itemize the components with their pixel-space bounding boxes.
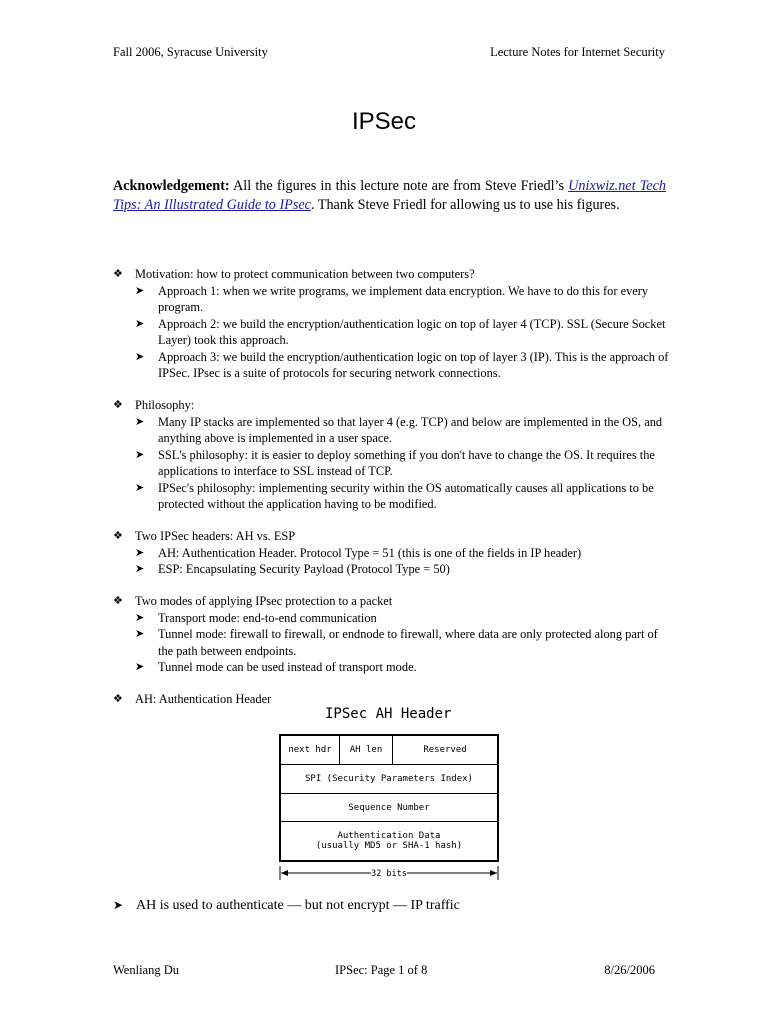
- sub-item: [113, 626, 673, 659]
- next-hdr-field: next hdr: [281, 736, 340, 764]
- sub-item: [113, 480, 673, 513]
- bullet-text: Motivation: how to protect communication between two computers?: [135, 267, 475, 281]
- footer-right: 8/26/2006: [604, 963, 655, 977]
- sub-item-text: AH: Authentication Header. Protocol Type = 51 (this is one of the fields in IP header): [158, 545, 582, 560]
- header-right: Lecture Notes for Internet Security: [490, 45, 665, 59]
- sub-item: [113, 447, 673, 480]
- sub-item: [113, 610, 673, 627]
- sub-item-text: Many IP stacks are implemented so that layer 4 (e.g. TCP) and below are implemented in the OS, and anything above is implemented in a user space.: [158, 414, 663, 445]
- arrowhead-left-icon: [281, 870, 288, 876]
- sub-item-text: Tunnel mode can be used instead of transport mode.: [158, 660, 417, 674]
- final-sub-item-text: AH is used to authenticate — but not encrypt — IP traffic: [136, 898, 460, 913]
- sub-item-text: Tunnel mode: firewall to firewall, or endnode to firewall, where data are only protected along part of the path between endpoints.: [158, 627, 658, 658]
- bullet-item: [113, 528, 673, 545]
- arrow-bullet-icon: ➤: [135, 448, 145, 461]
- sub-item: [113, 283, 673, 316]
- bit-width-indicator: [279, 866, 499, 880]
- sequence-number-field: Sequence Number: [281, 794, 497, 822]
- page-title: IPSec: [351, 108, 417, 135]
- sub-item-text: SSL's philosophy: it is easier to deploy something if you don't have to change the OS. It requires the applications to interface to SSL instead of TCP.: [158, 447, 655, 478]
- bullet-item: [113, 266, 673, 283]
- authentication-data-field: [281, 822, 497, 860]
- arrowhead-right-icon: [490, 870, 497, 876]
- diamond-bullet-icon: ❖: [113, 693, 123, 705]
- bullet-text: AH: Authentication Header: [135, 692, 272, 706]
- diagram-row-1: [281, 736, 497, 765]
- acknowledgement-text-1: All the figures in this lecture note are from Steve Friedl’s: [229, 178, 569, 194]
- arrow-bullet-icon: ➤: [135, 628, 145, 640]
- bits-label: 32 bits: [371, 869, 407, 879]
- diamond-bullet-icon: ❖: [113, 595, 123, 607]
- header-left: Fall 2006, Syracuse University: [113, 45, 268, 59]
- arrow-bullet-icon: ➤: [135, 415, 145, 428]
- arrow-bullet-icon: ➤: [135, 481, 145, 494]
- sub-item-text: Approach 3: we build the encryption/authentication logic on top of layer 3 (IP). This is the approach of IPSec. IPsec is a suite of protocols for securing network connections.: [158, 349, 669, 380]
- acknowledgement-label: Acknowledgement:: [113, 178, 230, 194]
- arrow-bullet-icon: ➤: [135, 546, 145, 559]
- ah-header-diagram: [279, 734, 499, 862]
- sub-item: [113, 659, 673, 676]
- bullet-item: [113, 593, 673, 610]
- acknowledgement-text-2: . Thank Steve Friedl for allowing us to use his figures.: [310, 196, 620, 213]
- arrow-bullet-icon: ➤: [135, 611, 145, 624]
- final-sub-item: [113, 898, 460, 914]
- footer-center: IPSec: Page 1 of 8: [335, 963, 428, 977]
- diamond-bullet-icon: ❖: [113, 530, 123, 542]
- acknowledgement-link[interactable]: Unixwiz.net Tech Tips: An Illustrated Guide to IPsec: [113, 178, 666, 213]
- figure-title: IPSec AH Header: [325, 706, 452, 722]
- section-motivation: [113, 266, 673, 382]
- sub-item-text: IPSec's philosophy: implementing security within the OS automatically causes all applications to be protected without the application having to be modified.: [158, 480, 654, 511]
- auth-data-line-2: (usually MD5 or SHA-1 hash): [315, 841, 463, 851]
- sub-item: [113, 545, 673, 562]
- sub-item: [113, 414, 673, 447]
- sub-item-text: ESP: Encapsulating Security Payload (Protocol Type = 50): [158, 562, 450, 576]
- arrow-bullet-icon: ➤: [135, 661, 145, 673]
- arrow-bullet-icon: ➤: [135, 317, 145, 330]
- sub-item-text: Transport mode: end-to-end communication: [158, 610, 377, 625]
- diamond-bullet-icon: ❖: [113, 399, 123, 411]
- bullet-text: Two modes of applying IPsec protection to a packet: [135, 594, 393, 608]
- sub-item-text: Approach 2: we build the encryption/authentication logic on top of layer 4 (TCP). SSL (Secure Socket Layer) took this approach.: [158, 316, 666, 347]
- arrow-bullet-icon: ➤: [135, 563, 145, 575]
- sub-item-text: Approach 1: when we write programs, we implement data encryption. We have to do this for every program.: [158, 283, 649, 314]
- arrow-bullet-icon: ➤: [113, 898, 124, 912]
- sub-item: [113, 349, 673, 382]
- section-philosophy: [113, 397, 673, 513]
- acknowledgement-paragraph: [113, 177, 666, 214]
- section-modes: [113, 593, 673, 676]
- bullet-item: [113, 397, 673, 414]
- diamond-bullet-icon: ❖: [113, 268, 123, 280]
- auth-data-line-1: Authentication Data: [337, 831, 441, 841]
- sub-item: [113, 316, 673, 349]
- spi-field: SPI (Security Parameters Index): [281, 765, 497, 794]
- section-ipsec-headers: [113, 528, 673, 578]
- arrow-bullet-icon: ➤: [135, 350, 145, 363]
- ah-len-field: AH len: [340, 736, 393, 764]
- arrow-bullet-icon: ➤: [135, 284, 145, 297]
- sub-item: [113, 561, 673, 578]
- reserved-field: Reserved: [423, 745, 467, 755]
- bullet-text: Philosophy:: [135, 398, 195, 412]
- bullet-text: Two IPSec headers: AH vs. ESP: [135, 529, 296, 543]
- footer-left: Wenliang Du: [113, 963, 179, 977]
